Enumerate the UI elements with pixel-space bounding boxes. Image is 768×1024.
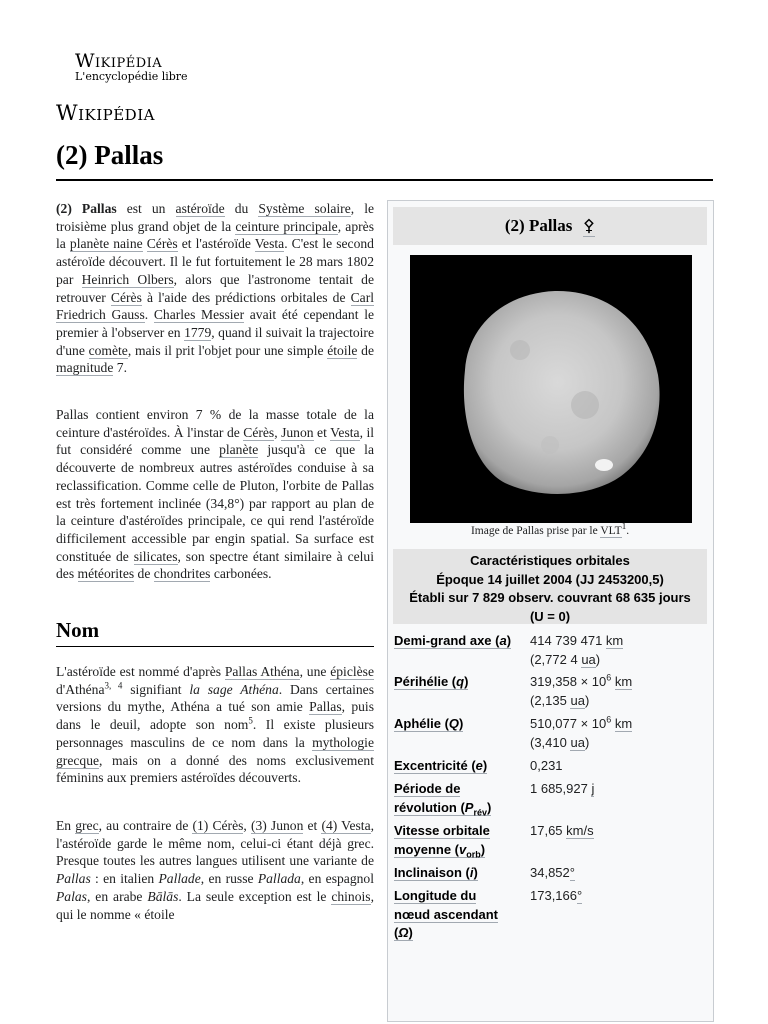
- pallas-image[interactable]: [410, 255, 692, 523]
- reference-3-4[interactable]: 3, 4: [104, 680, 123, 691]
- key-symbol: Ω: [398, 925, 409, 940]
- key-text: Longitude du: [394, 888, 477, 903]
- name-paragraph: [56, 663, 374, 787]
- caption-text: Image de Pallas prise par le: [470, 525, 601, 537]
- key-text: Périhélie (: [394, 674, 457, 689]
- text: Pallas contient environ 7 % de la masse totale de la ceinture d'astéroïdes. À l'instar de: [56, 407, 374, 440]
- link-ua[interactable]: ua: [570, 734, 585, 750]
- value-text: (3,410: [530, 734, 571, 750]
- text: , en russe: [200, 871, 258, 887]
- text: carbonées.: [210, 566, 272, 582]
- key-symbol: P: [464, 799, 474, 815]
- text: , mais il prit l'objet pour une simple: [127, 342, 328, 358]
- infobox-title-text: (2) Pallas: [504, 216, 573, 235]
- text-italic: Palas: [56, 888, 87, 904]
- key-symbol: v: [459, 841, 467, 857]
- link-asteroide[interactable]: astéroïde: [175, 201, 225, 216]
- key-text: moyenne (: [394, 841, 460, 857]
- row-value: 0,231: [530, 758, 563, 773]
- link-ceres[interactable]: Cérès: [146, 236, 178, 252]
- link-degree[interactable]: °: [577, 888, 583, 903]
- link-planete[interactable]: planète: [219, 442, 259, 458]
- link-charles-messier[interactable]: Charles Messier: [153, 307, 245, 323]
- text: En: [56, 818, 76, 833]
- mass-paragraph: [56, 406, 374, 583]
- link-ceres-3[interactable]: Cérès: [243, 424, 275, 440]
- image-caption: [393, 521, 707, 537]
- link-chinois[interactable]: chinois: [331, 888, 371, 904]
- link-vlt[interactable]: VLT: [600, 525, 622, 537]
- reference-5[interactable]: 5: [248, 715, 253, 726]
- text: , quand il suivait la trajectoire d'une: [56, 324, 374, 358]
- key-subscript: rév: [473, 807, 487, 818]
- text-italic: la sage Athéna: [189, 681, 279, 697]
- link-km-s[interactable]: km/s: [566, 823, 594, 838]
- link-magnitude[interactable]: magnitude: [56, 360, 114, 376]
- text: . Dans certaines versions du mythe, Athéna a tué son amie: [56, 681, 374, 715]
- orbital-characteristics-header: [393, 549, 707, 624]
- logo-wordmark: Wikipédia: [75, 50, 163, 72]
- text: : en italien: [90, 871, 159, 887]
- observations-line: Établi sur 7 829 observ. couvrant 68 635 jours: [409, 590, 691, 605]
- section-heading-nom: Nom: [56, 618, 100, 642]
- key-text: ): [482, 758, 488, 773]
- text: , alors que l'astronome tentait de retrouver: [56, 271, 374, 305]
- value-text: ): [584, 734, 590, 750]
- row-key: [394, 715, 524, 734]
- link-ua[interactable]: ua: [581, 651, 596, 667]
- key-symbol: a: [499, 633, 507, 648]
- value-text: 319,358 × 10: [530, 674, 607, 689]
- epoch-line: Époque 14 juillet 2004 (JJ 2453200,5): [436, 571, 664, 587]
- value-text: 1 685,927: [530, 781, 592, 796]
- text: d'Athéna: [56, 681, 105, 697]
- section-divider: [56, 646, 374, 647]
- section-title: Caractéristiques orbitales: [470, 553, 630, 568]
- row-value: [530, 673, 710, 710]
- text: , l'astéroïde garde le même nom, celui-ci étant déjà grec. Presque toutes les autres langues utilisent une variante de: [56, 818, 375, 869]
- link-meteorites[interactable]: météorites: [77, 566, 135, 582]
- key-text: Vitesse orbitale: [394, 823, 490, 838]
- text: avait été cependant le premier à l'observer en: [56, 307, 375, 340]
- value-text: 173,166: [530, 888, 577, 903]
- exponent: 6: [606, 672, 612, 683]
- value-text: 510,077 × 10: [530, 716, 607, 731]
- key-text: Excentricité (: [394, 758, 476, 773]
- text: de: [134, 566, 154, 582]
- value-text: (2,772 4: [530, 651, 582, 667]
- row-value: [530, 632, 710, 669]
- pallas-asteroid-image: [410, 255, 692, 523]
- row-key: [394, 822, 524, 859]
- link-vitesse-orbitale[interactable]: [394, 823, 490, 858]
- link-degree[interactable]: °: [569, 865, 575, 880]
- row-value: [530, 715, 710, 752]
- wikipedia-wordmark[interactable]: Wikipédia: [56, 101, 155, 125]
- row-key: [394, 887, 524, 943]
- text: , qui le nomme « étoile: [56, 888, 374, 922]
- logo-tagline: L'encyclopédie libre: [75, 70, 188, 83]
- text: jusqu'à ce que la découverte de nombreux autres astéroïdes conduise à sa reclassification. Comme celle de Pluton, l'orbite de Pallas est très fortement inclinée (34,8°) par rapport au plan de la ceinture d'astéroïdes principale, ce qui rend l'astéroïde difficilement accessible par engin spatial. Sa surface est constituée de: [56, 442, 374, 564]
- text: , après la: [56, 218, 374, 252]
- row-key: [394, 864, 524, 883]
- intro-paragraph: [56, 200, 374, 377]
- wikipedia-logo[interactable]: [75, 50, 188, 83]
- key-symbol: e: [475, 758, 483, 773]
- text-italic: Pallada: [257, 871, 301, 887]
- link-pallas-athena[interactable]: Pallas Athéna: [224, 664, 300, 679]
- text: signifiant: [122, 681, 190, 697]
- key-text: ): [480, 841, 486, 857]
- link-ceinture-principale[interactable]: ceinture principale: [235, 218, 338, 234]
- key-symbol: i: [469, 865, 474, 880]
- text: ,: [274, 424, 282, 440]
- text: , une: [299, 664, 331, 679]
- row-value: [530, 887, 710, 906]
- text: . La seule exception est le: [178, 888, 332, 904]
- text: , le troisième plus grand objet de la: [56, 201, 375, 234]
- link-silicates[interactable]: silicates: [133, 548, 178, 564]
- link-epiclese[interactable]: épiclèse: [330, 664, 374, 679]
- link-inclinaison[interactable]: [394, 865, 478, 881]
- link-3-junon[interactable]: (3) Junon: [250, 818, 304, 833]
- link-km[interactable]: km: [614, 716, 633, 731]
- link-ua[interactable]: ua: [570, 692, 585, 708]
- text: et l'astéroïde: [177, 236, 255, 252]
- text: 7.: [113, 360, 127, 376]
- text: , en espagnol: [300, 871, 374, 887]
- value-text: 17,65: [530, 823, 567, 838]
- article-subject: (2) Pallas: [56, 201, 117, 216]
- key-symbol: Q: [448, 716, 460, 731]
- value-text: (2,135: [530, 692, 571, 708]
- text: et: [313, 424, 331, 440]
- link-1779[interactable]: 1779: [184, 324, 212, 340]
- text: de: [357, 342, 374, 358]
- link-km[interactable]: km: [605, 633, 624, 648]
- value-text: ): [595, 651, 601, 667]
- page-title: (2) Pallas: [56, 140, 164, 170]
- text: et: [303, 818, 322, 833]
- text: , il fut considéré comme une: [56, 424, 374, 458]
- key-text: Demi-grand axe (: [394, 633, 500, 648]
- key-symbol: q: [456, 674, 465, 689]
- link-etoile[interactable]: étoile: [327, 342, 358, 358]
- languages-paragraph: [56, 817, 374, 923]
- row-key: [394, 780, 524, 817]
- link-mythologie-grecque[interactable]: mythologie grecque: [56, 734, 374, 768]
- link-ceres-2[interactable]: Cérès: [110, 289, 142, 305]
- link-pallas[interactable]: Pallas: [309, 699, 342, 715]
- link-junon[interactable]: Junon: [281, 424, 314, 440]
- text: , puis dans le deuil, adopte son nom: [56, 699, 374, 733]
- value-text: 414 739 471: [530, 633, 606, 648]
- value-text: ): [584, 692, 590, 708]
- text: est un: [116, 201, 176, 216]
- link-4-vesta[interactable]: (4) Vesta: [321, 818, 371, 833]
- title-divider: [56, 179, 713, 181]
- link-1-ceres[interactable]: (1) Cérès: [192, 818, 244, 833]
- infobox-title: [393, 207, 707, 245]
- text: . C'est le second astéroïde découvert. Il le fut fortuitement le 28 mars 1802 par: [56, 236, 374, 287]
- key-text: ): [486, 799, 492, 815]
- key-text: Période de: [394, 781, 461, 796]
- text-italic: Pallade: [158, 871, 201, 887]
- link-vesta-2[interactable]: Vesta: [330, 424, 360, 440]
- text: , au contraire de: [98, 818, 193, 833]
- link-longitude-noeud[interactable]: [394, 888, 498, 941]
- text: , mais on a donné des noms exclusivement féminins aux premiers astéroïdes découverts.: [56, 752, 374, 786]
- link-jour[interactable]: j: [591, 781, 595, 796]
- row-value: [530, 864, 710, 883]
- text: à l'aide des prédictions orbitales de: [141, 289, 351, 305]
- key-text: Aphélie (: [394, 716, 449, 731]
- key-subscript: orb: [466, 849, 481, 860]
- text: du: [224, 201, 259, 216]
- link-chondrites[interactable]: chondrites: [153, 566, 211, 582]
- key-text: ): [459, 716, 464, 731]
- reference-1[interactable]: 1: [621, 521, 627, 532]
- link-km[interactable]: km: [614, 674, 633, 689]
- text-italic: Pallas: [56, 871, 91, 887]
- key-text: (: [394, 925, 399, 940]
- key-text: nœud ascendant: [394, 906, 499, 922]
- text: L'astéroïde est nommé d'après: [56, 664, 225, 679]
- key-text: révolution (: [394, 799, 465, 815]
- link-perihelie[interactable]: [394, 674, 468, 690]
- row-value: [530, 822, 710, 841]
- link-systeme-solaire[interactable]: Système solaire: [258, 201, 351, 216]
- key-text: Inclinaison (: [394, 865, 470, 880]
- infobox: [387, 200, 714, 1022]
- key-text: ): [408, 925, 413, 940]
- text: . Il existe plusieurs personnages masculins de ce nom dans la: [56, 717, 374, 750]
- value-text: 34,852: [530, 865, 570, 880]
- link-excentricite[interactable]: [394, 758, 487, 774]
- text-italic: Bālās: [147, 888, 179, 904]
- link-vesta[interactable]: Vesta: [254, 236, 285, 252]
- text: , son spectre étant similaire à celui des: [56, 548, 374, 582]
- link-heinrich-olbers[interactable]: Heinrich Olbers: [81, 271, 174, 287]
- text: .: [144, 307, 154, 323]
- link-planete-naine[interactable]: planète naine: [69, 236, 143, 252]
- key-text: ): [506, 633, 512, 648]
- text: ,: [243, 818, 251, 833]
- key-text: ): [473, 865, 478, 880]
- uncertainty-line: (U = 0): [529, 608, 571, 624]
- link-aphelie[interactable]: [394, 716, 463, 732]
- pallas-symbol-icon[interactable]: ⚴: [582, 216, 596, 236]
- row-key: [394, 673, 524, 692]
- link-demi-grand-axe[interactable]: [394, 633, 511, 649]
- link-grec[interactable]: grec: [75, 818, 99, 833]
- row-key: [394, 632, 524, 651]
- link-periode-revolution[interactable]: [394, 781, 491, 816]
- link-comete[interactable]: comète: [88, 342, 128, 358]
- link-gauss[interactable]: Carl Friedrich Gauss: [56, 289, 374, 323]
- row-key: [394, 757, 524, 776]
- exponent: 6: [606, 714, 612, 725]
- row-value: [530, 780, 710, 799]
- text: , en arabe: [86, 888, 148, 904]
- caption-end: .: [626, 525, 630, 537]
- key-text: ): [464, 674, 469, 689]
